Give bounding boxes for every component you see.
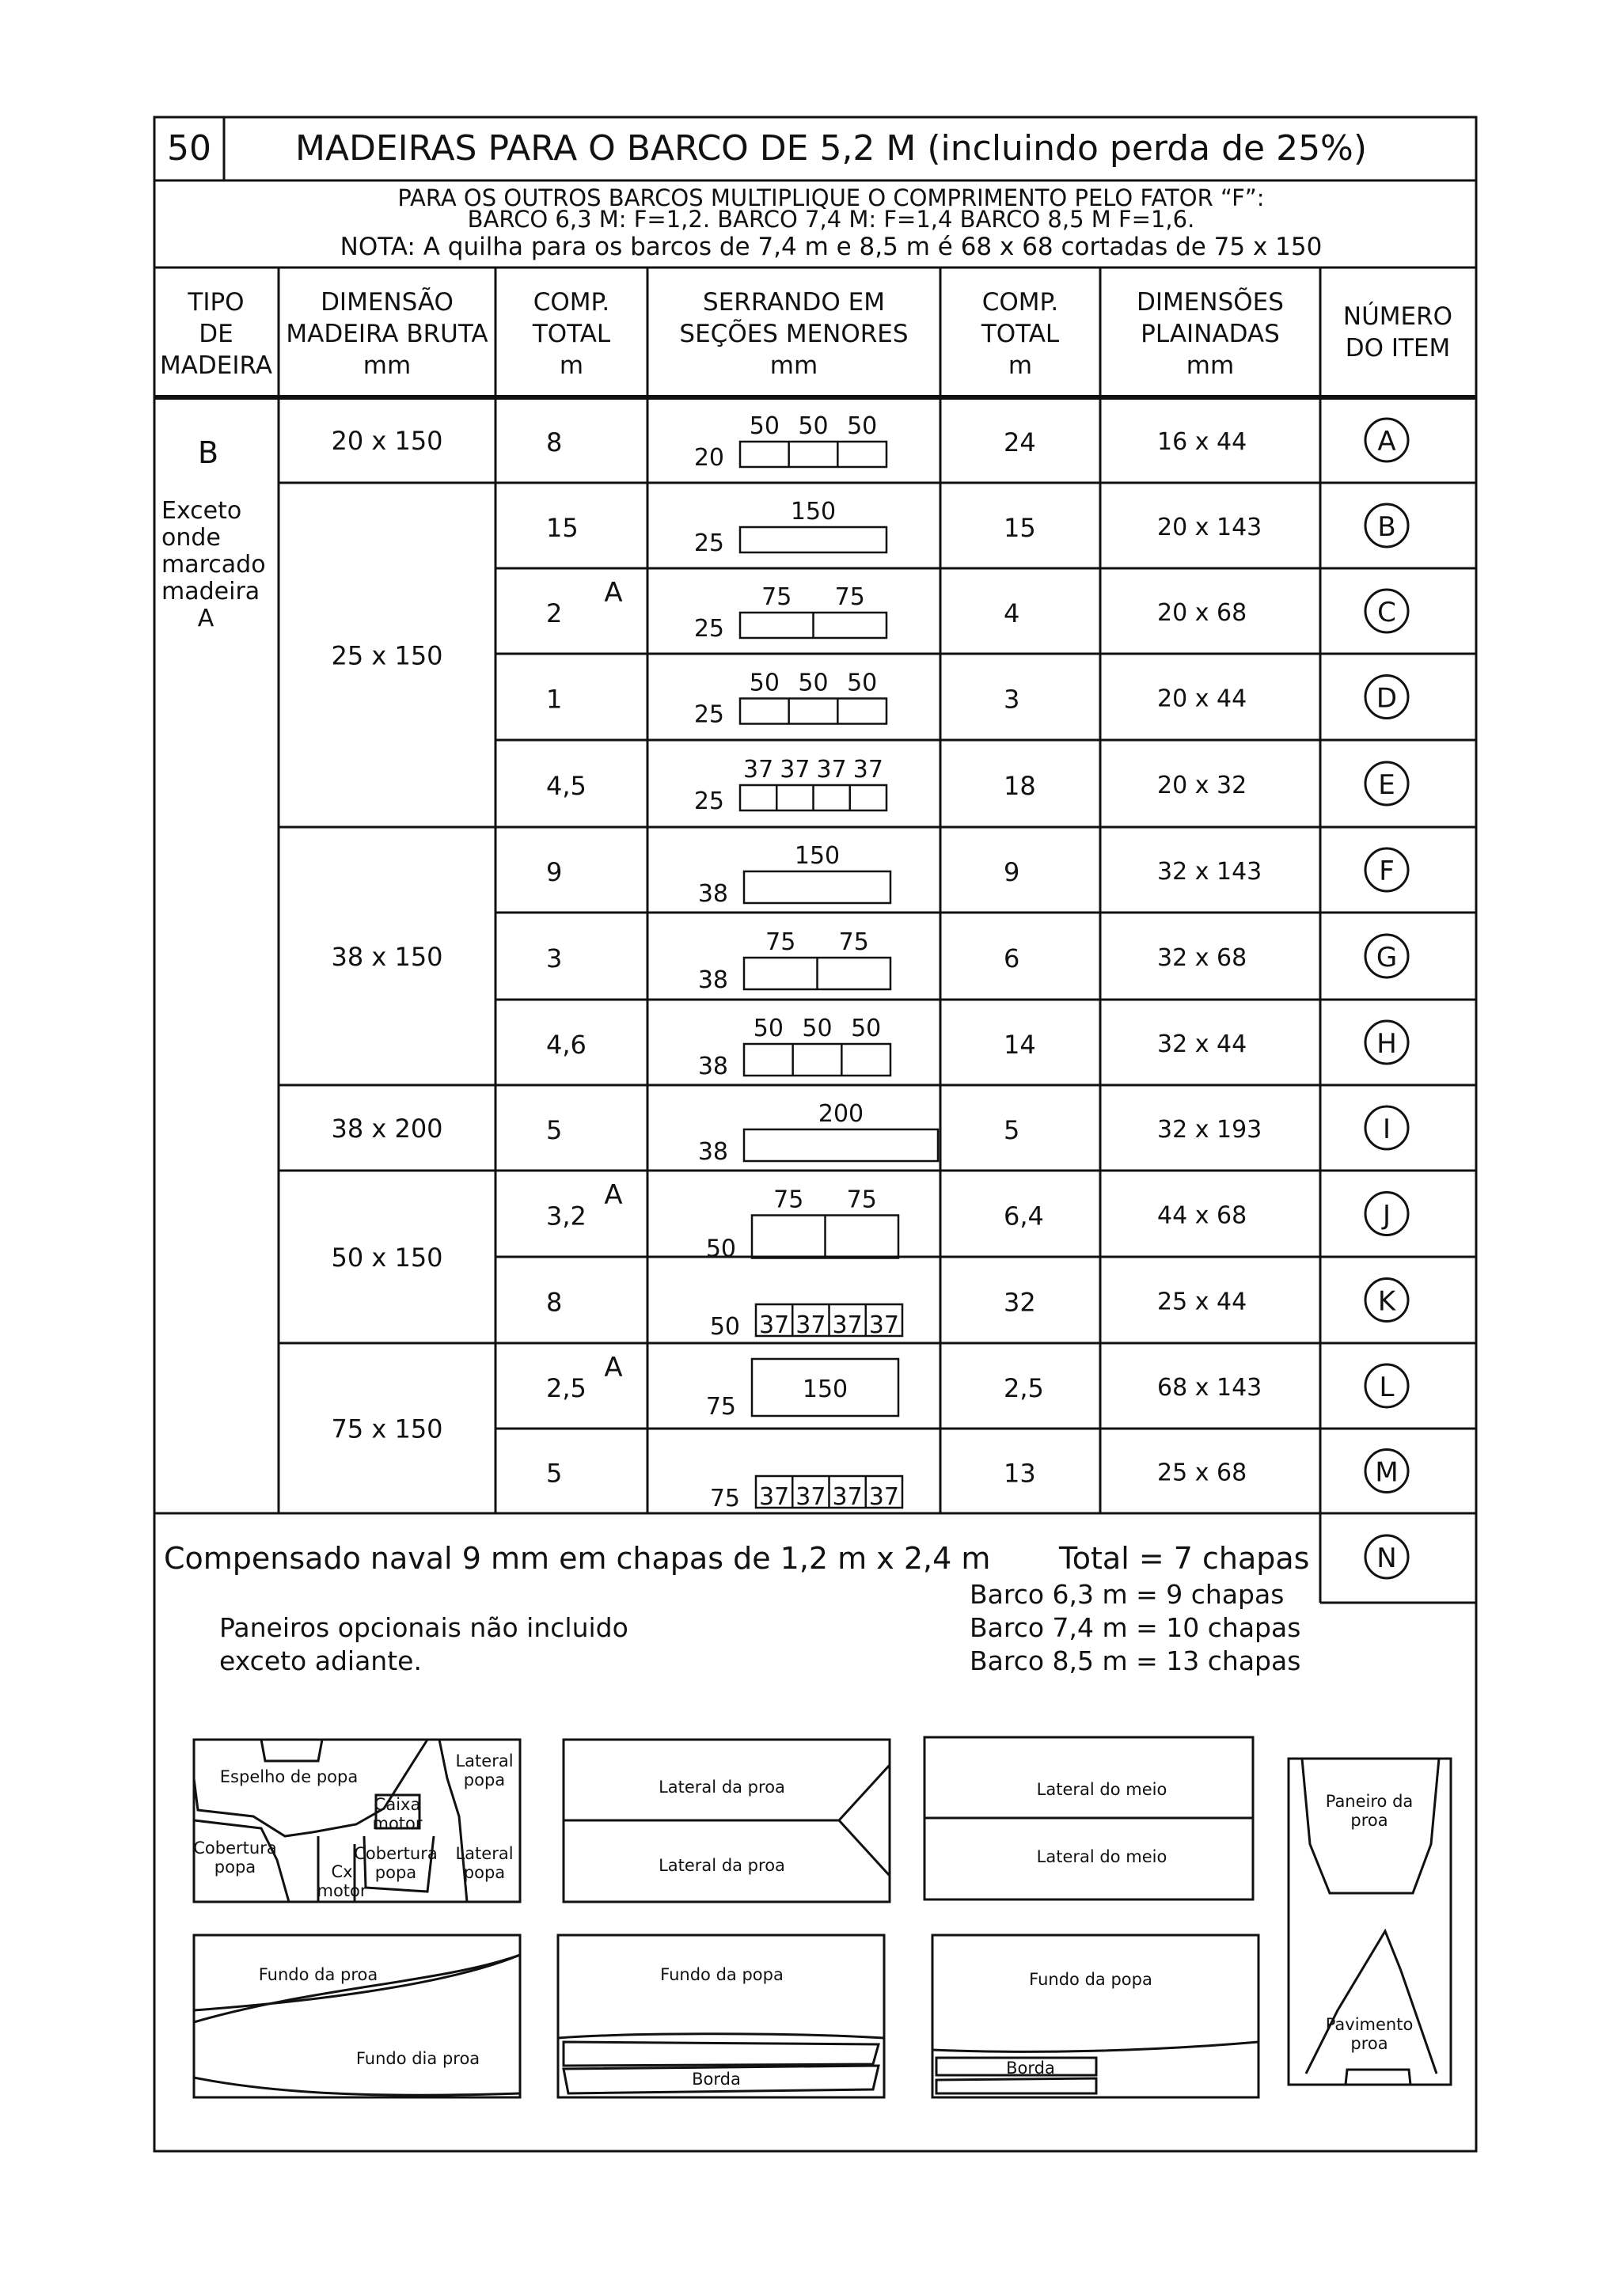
borda-strip-4: [936, 2078, 1096, 2093]
row-total-H: 14: [1004, 1030, 1036, 1060]
fundo-popa-edge: [558, 2034, 884, 2038]
cut-sketch-box-A: [740, 442, 886, 467]
boat-sheet-count-0: Barco 6,3 m = 9 chapas: [970, 1579, 1285, 1610]
header-serrando-1: SEÇÕES MENORES: [679, 320, 909, 348]
header-tipo-2: MADEIRA: [159, 351, 273, 380]
cut-width-E-0: 37: [743, 756, 774, 784]
label-pavimento-1: proa: [1350, 2034, 1388, 2053]
label-borda-1: Borda: [692, 2070, 741, 2089]
item-letter-J: J: [1382, 1199, 1391, 1231]
note-line-3: NOTA: A quilha para os barcos de 7,4 m e 8,5 m é 68 x 68 cortadas de 75 x 150: [340, 233, 1323, 261]
wood-type-note-3: madeira: [161, 578, 260, 605]
item-letter-E: E: [1378, 769, 1395, 801]
cut-width-C-1: 75: [834, 583, 865, 611]
rough-dimension-0: 20 x 150: [331, 426, 443, 456]
row-total-A: 24: [1004, 427, 1036, 457]
cut-width-L-0: 150: [802, 1376, 848, 1403]
item-letter-B: B: [1377, 511, 1396, 543]
header-dimensao-0: DIMENSÃO: [321, 288, 454, 317]
label-cobertura-a1: popa: [214, 1858, 256, 1877]
row-planed-C: 20 x 68: [1157, 599, 1247, 627]
row-planed-E: 20 x 32: [1157, 772, 1247, 799]
label-fundo-dia-proa: Fundo dia proa: [355, 2049, 480, 2068]
cut-sketch-box-H: [744, 1044, 890, 1076]
note-line-2: BARCO 6,3 M: F=1,2. BARCO 7,4 M: F=1,4 BARCO 8,5 M F=1,6.: [467, 206, 1195, 233]
row-total-F: 9: [1004, 857, 1020, 887]
cut-width-B-0: 150: [790, 498, 837, 526]
row-planed-G: 32 x 68: [1157, 944, 1247, 972]
cut-thickness-E: 25: [693, 787, 724, 815]
label-pavimento-0: Pavimento: [1325, 2015, 1414, 2034]
note-line-1: PARA OS OUTROS BARCOS MULTIPLIQUE O COMPRIMENTO PELO FATOR “F”:: [397, 184, 1265, 211]
cut-width-H-1: 50: [802, 1015, 833, 1042]
row-wood-mark-J: A: [604, 1179, 623, 1211]
cut-width-M-2: 37: [832, 1483, 863, 1511]
label-espelho-popa: Espelho de popa: [219, 1767, 359, 1786]
row-total-K: 32: [1004, 1287, 1036, 1318]
row-comp-J: 3,2: [546, 1201, 587, 1231]
boat-sheet-count-1: Barco 7,4 m = 10 chapas: [970, 1612, 1301, 1643]
header-comp_total-2: m: [1008, 351, 1033, 380]
label-lateral-proa-1: Lateral da proa: [659, 1778, 785, 1797]
header-serrando-2: mm: [769, 351, 818, 380]
plywood-total: Total = 7 chapas: [1059, 1541, 1310, 1576]
row-planed-L: 68 x 143: [1157, 1374, 1262, 1402]
cut-width-E-3: 37: [852, 756, 883, 784]
label-lateral-popa-a0: Lateral: [455, 1751, 514, 1770]
cut-width-D-1: 50: [798, 669, 829, 697]
cut-width-M-0: 37: [759, 1483, 790, 1511]
label-cx-1: motor: [317, 1881, 367, 1900]
row-total-B: 15: [1004, 513, 1036, 543]
header-comp-0: COMP.: [533, 288, 610, 317]
wood-type-note-4: A: [197, 605, 214, 632]
row-planed-A: 16 x 44: [1157, 428, 1247, 456]
header-tipo-0: TIPO: [188, 288, 245, 317]
row-planed-D: 20 x 44: [1157, 685, 1247, 713]
header-dimensoes-2: mm: [1186, 351, 1235, 380]
label-lateral-meio-1: Lateral do meio: [1036, 1780, 1167, 1799]
cut-thickness-K: 50: [709, 1313, 740, 1341]
header-comp_total-0: COMP.: [981, 288, 1059, 317]
row-total-E: 18: [1004, 771, 1036, 801]
rough-dimension-1: 25 x 150: [331, 640, 443, 671]
label-cx-0: Cx: [331, 1862, 353, 1881]
row-total-C: 4: [1004, 598, 1020, 628]
item-letter-F: F: [1379, 856, 1395, 887]
header-comp-1: TOTAL: [532, 320, 611, 348]
header-comp-2: m: [559, 351, 584, 380]
row-comp-K: 8: [546, 1287, 563, 1318]
wood-type-note-2: marcado: [161, 551, 266, 579]
row-total-I: 5: [1004, 1115, 1020, 1145]
row-total-M: 13: [1004, 1458, 1036, 1489]
cut-thickness-B: 25: [693, 529, 724, 557]
cut-width-H-2: 50: [851, 1015, 882, 1042]
cut-thickness-M: 75: [709, 1485, 740, 1512]
borda-strip-1: [564, 2042, 879, 2066]
cut-width-A-1: 50: [798, 412, 829, 440]
cut-thickness-H: 38: [697, 1053, 728, 1080]
cut-width-F-0: 150: [794, 842, 841, 870]
cut-thickness-F: 38: [697, 880, 728, 908]
cut-sketch-box-I: [744, 1129, 938, 1161]
label-fundo-proa: Fundo da proa: [258, 1965, 378, 1984]
cut-width-H-0: 50: [753, 1015, 784, 1042]
rough-dimension-2: 38 x 150: [331, 942, 443, 972]
plywood-text: Compensado naval 9 mm em chapas de 1,2 m x 2,4 m: [164, 1541, 991, 1576]
row-wood-mark-L: A: [604, 1352, 623, 1383]
cut-thickness-I: 38: [697, 1138, 728, 1166]
label-cobertura-b1: popa: [374, 1863, 417, 1882]
row-planed-M: 25 x 68: [1157, 1459, 1247, 1487]
label-fundo-popa-2: Fundo da popa: [1029, 1970, 1152, 1989]
item-letter-M: M: [1375, 1456, 1399, 1489]
cut-width-E-2: 37: [816, 756, 847, 784]
cut-width-D-2: 50: [847, 669, 878, 697]
fundo-proa-curve-3: [194, 2078, 520, 2095]
label-lateral-popa-a1: popa: [463, 1770, 506, 1789]
item-letter-G: G: [1376, 942, 1398, 973]
cut-width-G-0: 75: [765, 928, 796, 956]
header-tipo-1: DE: [199, 320, 233, 348]
header-dimensao-2: mm: [363, 351, 412, 380]
cut-thickness-D: 25: [693, 700, 724, 729]
espelho-notch: [261, 1740, 322, 1761]
cut-thickness-A: 20: [693, 444, 724, 472]
row-planed-B: 20 x 143: [1157, 514, 1262, 541]
optional-note-0: Paneiros opcionais não incluido: [219, 1612, 628, 1643]
rough-dimension-4: 50 x 150: [331, 1243, 443, 1273]
cut-width-E-1: 37: [780, 756, 810, 784]
label-lateral-popa-b1: popa: [463, 1863, 506, 1882]
cut-width-K-3: 37: [868, 1311, 899, 1339]
rough-dimension-5: 75 x 150: [331, 1414, 443, 1444]
row-comp-L: 2,5: [546, 1373, 587, 1403]
cut-width-I-0: 200: [818, 1100, 864, 1128]
cut-width-C-0: 75: [761, 583, 792, 611]
label-lateral-meio-2: Lateral do meio: [1036, 1847, 1167, 1866]
cut-sketch-box-B: [740, 527, 886, 552]
item-letter-L: L: [1379, 1372, 1395, 1403]
header-dimensoes-1: PLAINADAS: [1141, 320, 1280, 348]
wood-type-note-0: Exceto: [161, 497, 242, 525]
row-planed-F: 32 x 143: [1157, 858, 1262, 886]
rough-dimension-3: 38 x 200: [331, 1114, 443, 1144]
row-total-J: 6,4: [1004, 1201, 1044, 1231]
page-title: MADEIRAS PARA O BARCO DE 5,2 M (incluindo perda de 25%): [294, 128, 1368, 169]
row-comp-C: 2: [546, 598, 563, 628]
cut-width-M-1: 37: [795, 1483, 826, 1511]
label-lateral-popa-b0: Lateral: [455, 1844, 514, 1863]
cut-sketch-box-D: [740, 699, 886, 724]
row-total-D: 3: [1004, 684, 1020, 715]
item-letter-H: H: [1376, 1028, 1397, 1060]
cut-width-G-1: 75: [838, 928, 869, 956]
label-caixa-0: Caixa: [374, 1795, 421, 1814]
label-caixa-1: motor: [372, 1814, 423, 1833]
label-cobertura-b0: Cobertura: [354, 1844, 438, 1863]
row-wood-mark-C: A: [604, 577, 623, 609]
label-paneiro-1: proa: [1350, 1811, 1388, 1830]
row-total-L: 2,5: [1004, 1373, 1044, 1403]
item-letter-A: A: [1377, 426, 1396, 457]
item-letter-K: K: [1377, 1285, 1396, 1318]
label-cobertura-a0: Cobertura: [193, 1839, 277, 1858]
wood-type-letter: B: [197, 435, 219, 470]
optional-note-1: exceto adiante.: [219, 1645, 422, 1676]
row-comp-H: 4,6: [546, 1030, 587, 1060]
wood-type-note-1: onde: [161, 524, 221, 552]
label-fundo-popa-1: Fundo da popa: [660, 1965, 784, 1984]
label-lateral-proa-2: Lateral da proa: [659, 1856, 785, 1875]
cut-thickness-J: 50: [705, 1235, 736, 1263]
sheet-fundo-proa: [194, 1935, 520, 2097]
item-letter-N: N: [1376, 1543, 1397, 1574]
header-serrando-0: SERRANDO EM: [703, 288, 885, 317]
cut-thickness-L: 75: [705, 1393, 736, 1421]
header-dimensoes-0: DIMENSÕES: [1137, 288, 1284, 317]
row-comp-B: 15: [546, 513, 579, 543]
label-borda-2: Borda: [1006, 2059, 1055, 2078]
row-comp-M: 5: [546, 1458, 563, 1489]
page-number: 50: [167, 128, 211, 169]
row-comp-I: 5: [546, 1115, 563, 1145]
cut-width-K-2: 37: [832, 1311, 863, 1339]
row-comp-G: 3: [546, 943, 563, 973]
row-comp-F: 9: [546, 857, 563, 887]
row-total-G: 6: [1004, 943, 1020, 973]
header-dimensao-1: MADEIRA BRUTA: [286, 320, 488, 348]
cut-width-M-3: 37: [868, 1483, 899, 1511]
cut-width-J-0: 75: [773, 1186, 804, 1214]
boat-sheet-count-2: Barco 8,5 m = 13 chapas: [970, 1645, 1301, 1676]
row-planed-J: 44 x 68: [1157, 1201, 1247, 1230]
label-paneiro-0: Paneiro da: [1325, 1792, 1414, 1811]
header-numero-0: NÚMERO: [1342, 302, 1453, 331]
item-letter-C: C: [1377, 597, 1396, 628]
row-planed-H: 32 x 44: [1157, 1030, 1247, 1058]
cut-width-A-0: 50: [749, 412, 780, 440]
cut-width-K-1: 37: [795, 1311, 826, 1339]
cut-width-D-0: 50: [749, 669, 780, 697]
header-comp_total-1: TOTAL: [981, 320, 1060, 348]
item-letter-I: I: [1382, 1114, 1391, 1145]
cut-sketch-box-F: [744, 871, 890, 903]
item-letter-D: D: [1376, 682, 1398, 715]
lateral-proa-cut-bottom: [839, 1820, 890, 1876]
row-planed-K: 25 x 44: [1157, 1288, 1247, 1316]
row-planed-I: 32 x 193: [1157, 1116, 1262, 1144]
pavimento-notch: [1346, 2070, 1410, 2085]
fundo-popa-edge-2: [932, 2042, 1258, 2051]
row-comp-E: 4,5: [546, 771, 587, 801]
header-numero-1: DO ITEM: [1345, 334, 1451, 362]
cut-width-K-0: 37: [759, 1311, 790, 1339]
cut-thickness-G: 38: [697, 966, 728, 994]
cut-width-J-1: 75: [846, 1186, 877, 1214]
row-comp-D: 1: [546, 684, 563, 715]
row-comp-A: 8: [546, 427, 563, 457]
cut-width-A-2: 50: [847, 412, 878, 440]
cut-thickness-C: 25: [693, 615, 724, 643]
